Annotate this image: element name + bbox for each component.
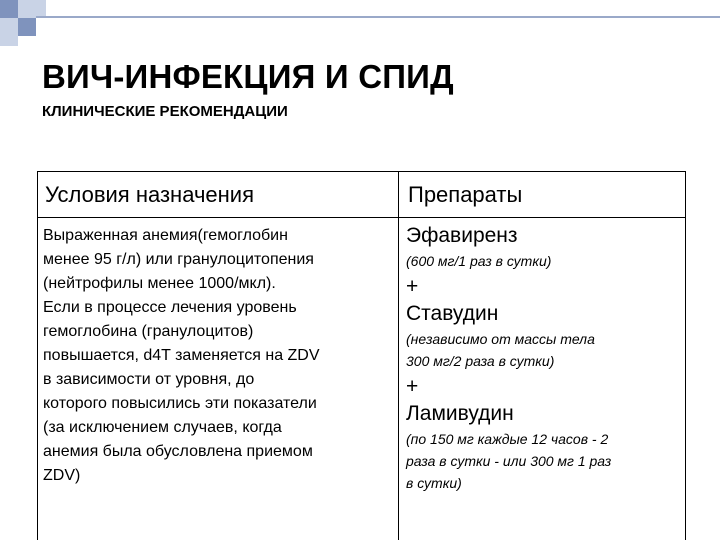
drug-dose: в сутки) [406,475,462,491]
condition-line: анемия была обусловлена приемом [43,443,313,460]
drug-dose: (по 150 мг каждые 12 часов - 2 [406,431,609,447]
condition-line: ZDV) [43,467,81,484]
page-subtitle: КЛИНИЧЕСКИЕ РЕКОМЕНДАЦИИ [42,103,288,120]
column-separator [398,172,399,540]
condition-line: которого повысились эти показатели [43,395,317,412]
header-separator [38,217,685,218]
drug-dose: (600 мг/1 раз в сутки) [406,253,552,269]
plus-sign: + [406,275,419,298]
condition-line: Если в процессе лечения уровень [43,299,297,316]
deco-square-light [0,36,18,46]
drug-dose: (независимо от массы тела [406,331,595,347]
condition-line: гемоглобина (гранулоцитов) [43,323,254,340]
drug-dose: 300 мг/2 раза в сутки) [406,353,555,369]
drugs-cell [406,222,686,494]
plus-sign: + [406,375,419,398]
deco-square-dark [18,18,36,36]
column-header-conditions: Условия назначения [45,182,254,207]
deco-square-light [0,18,18,36]
deco-square-light [18,0,36,18]
conditions-cell [43,224,393,488]
drug-name-efavirenz: Эфавиренз [406,224,518,247]
column-header-drugs: Препараты [408,182,523,207]
page-title: ВИЧ-ИНФЕКЦИЯ И СПИД [42,58,454,95]
drug-name-stavudine: Ставудин [406,302,499,325]
drug-name-lamivudine: Ламивудин [406,402,514,425]
condition-line: Выраженная анемия(гемоглобин [43,227,288,244]
condition-line: менее 95 г/л) или гранулоцитопения [43,251,314,268]
condition-line: в зависимости от уровня, до [43,371,255,388]
condition-line: (нейтрофилы менее 1000/мкл). [43,275,276,292]
drug-dose: раза в сутки - или 300 мг 1 раз [406,453,612,469]
deco-square-dark [0,0,18,18]
header-rule [36,16,720,18]
recommendations-table [37,171,686,540]
condition-line: повышается, d4T заменяется на ZDV [43,347,320,364]
decorative-squares [0,0,60,60]
condition-line: (за исключением случаев, когда [43,419,282,436]
